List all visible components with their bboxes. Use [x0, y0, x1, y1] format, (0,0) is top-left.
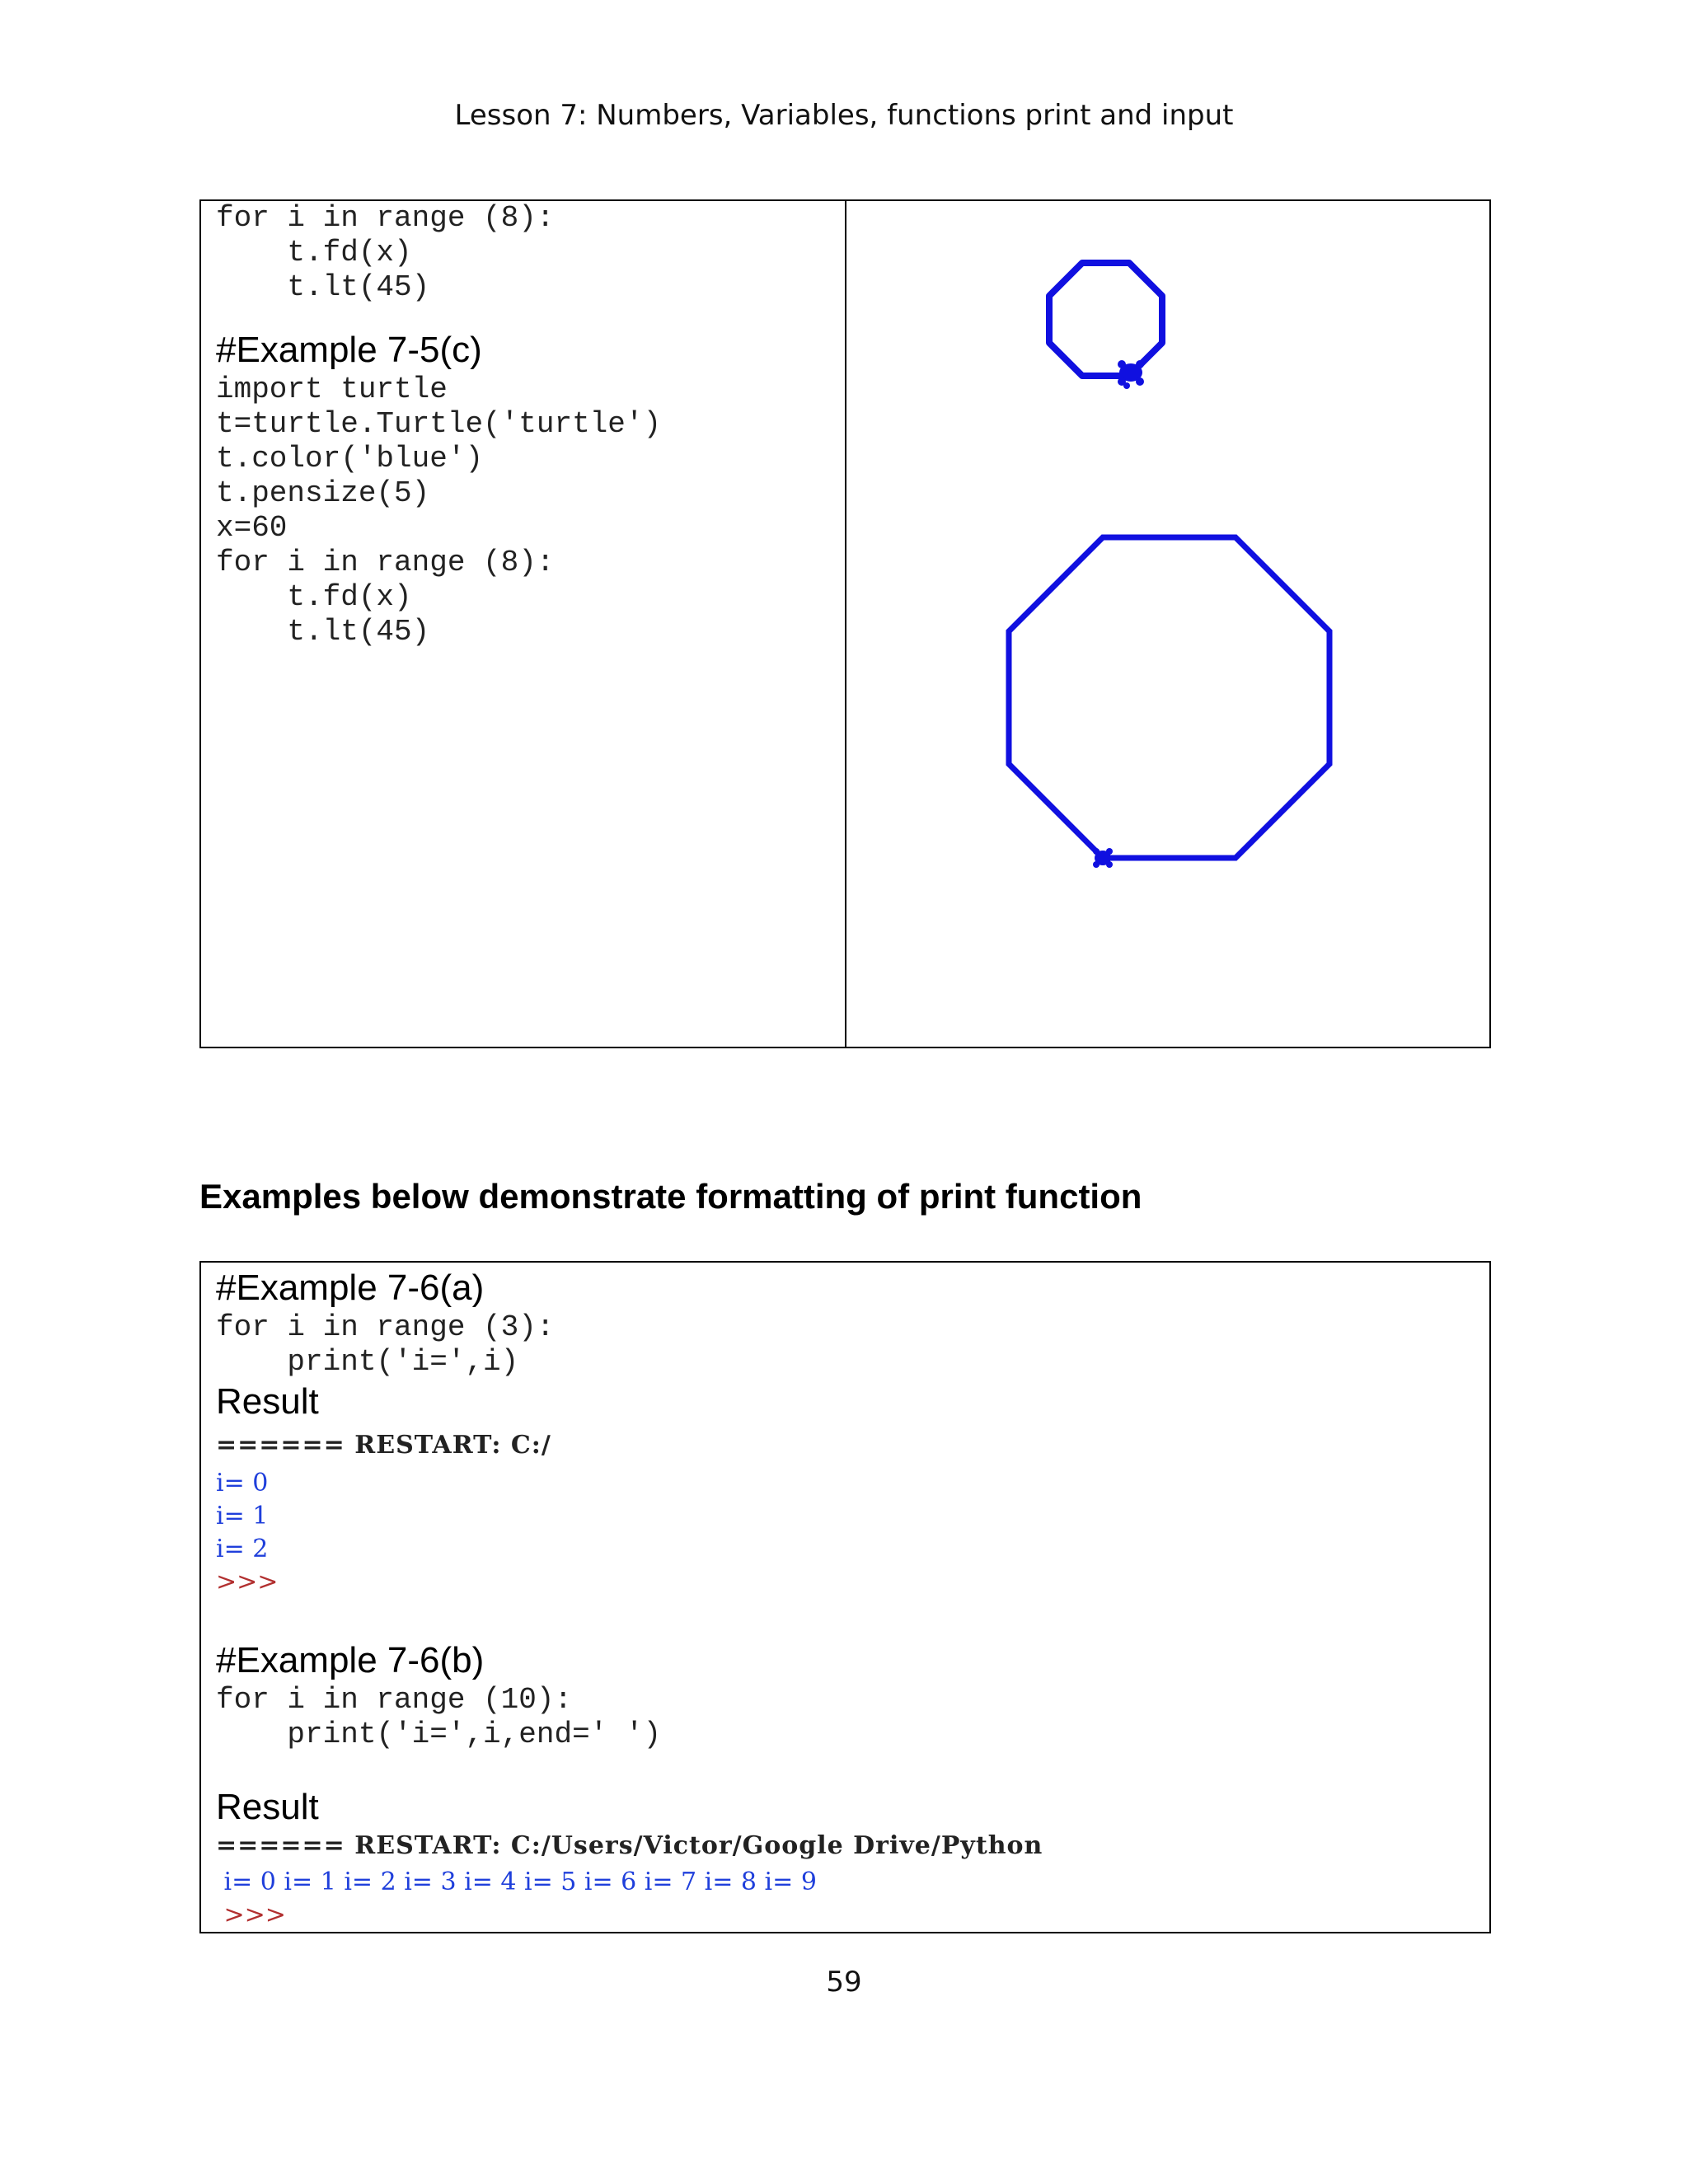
output-line: i= 0	[216, 1469, 269, 1497]
turtle-icon	[1093, 848, 1113, 868]
example-title-7-6b: #Example 7-6(b)	[216, 1640, 485, 1680]
code-block-example-7-6b: for i in range (10): print('i=',i,end=' ')	[216, 1683, 662, 1751]
page-number: 59	[826, 1966, 862, 1999]
restart-line: ====== RESTART: C:/Users/Victor/Google Drive/Python	[216, 1831, 1043, 1860]
small-octagon	[1049, 263, 1162, 376]
example-title-7-6a: #Example 7-6(a)	[216, 1268, 485, 1308]
large-octagon	[1009, 537, 1329, 858]
turtle-icon	[1118, 360, 1144, 389]
shell-prompt: >>>	[216, 1568, 279, 1596]
output-line: i= 2	[216, 1535, 269, 1563]
page-header: Lesson 7: Numbers, Variables, functions print and input	[454, 99, 1234, 132]
shell-prompt: >>>	[216, 1900, 286, 1929]
print-examples-box	[199, 1261, 1491, 1933]
code-column	[216, 201, 834, 649]
restart-line: ====== RESTART: C:/	[216, 1431, 551, 1460]
code-block-continued: for i in range (8): t.fd(x) t.lt(45)	[216, 201, 555, 304]
output-line: i= 1	[216, 1502, 269, 1530]
example-title: #Example 7-5(c)	[216, 330, 482, 370]
print-examples-content	[216, 1266, 1469, 1932]
result-label-b: Result	[216, 1787, 319, 1827]
idle-output-a	[216, 1429, 1469, 1599]
example-table	[199, 199, 1491, 1048]
output-line: i= 0 i= 1 i= 2 i= 3 i= 4 i= 5 i= 6 i= 7 i= 8 i= 9	[216, 1868, 817, 1896]
turtle-drawing	[846, 201, 1489, 1047]
code-block-example-7-5c: import turtle t=turtle.Turtle('turtle') t.color('blue') t.pensize(5) x=60 for i in range (8): t.fd(x) t.lt(45)	[216, 373, 662, 649]
idle-output-b	[216, 1830, 1469, 1932]
result-label-a: Result	[216, 1381, 319, 1422]
code-block-example-7-6a: for i in range (3): print('i=',i)	[216, 1310, 555, 1379]
turtle-canvas	[846, 201, 1489, 1047]
section-heading: Examples below demonstrate formatting of print function	[199, 1177, 1142, 1216]
